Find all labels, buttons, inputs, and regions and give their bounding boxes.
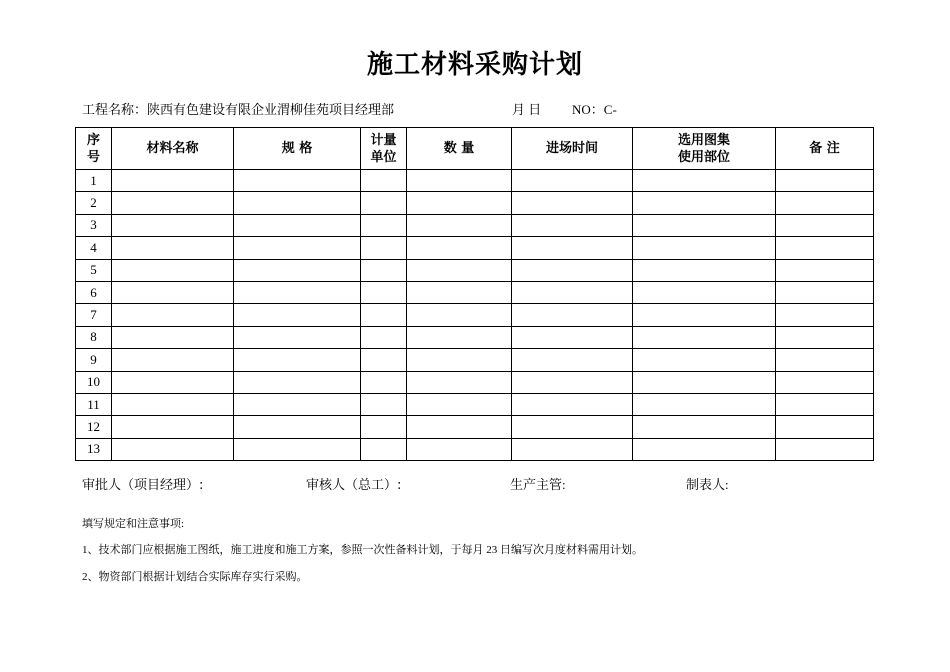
- table-cell[interactable]: [633, 259, 776, 281]
- table-cell[interactable]: [633, 416, 776, 438]
- table-cell[interactable]: [112, 192, 234, 214]
- row-index-cell: 7: [76, 304, 112, 326]
- table-cell[interactable]: [361, 416, 407, 438]
- table-cell[interactable]: [234, 237, 361, 259]
- table-cell[interactable]: [361, 192, 407, 214]
- table-cell[interactable]: [776, 371, 874, 393]
- table-cell[interactable]: [512, 371, 633, 393]
- purchase-plan-table: [75, 127, 874, 461]
- table-cell[interactable]: [407, 170, 512, 192]
- table-cell[interactable]: [234, 416, 361, 438]
- notes-heading: 填写规定和注意事项:: [82, 518, 185, 530]
- col-header-spec: 规 格: [234, 128, 361, 170]
- table-cell[interactable]: [776, 393, 874, 415]
- table-cell[interactable]: [361, 326, 407, 348]
- note-item: 2、物资部门根据计划结合实际库存实行采购。: [82, 571, 308, 583]
- table-cell[interactable]: [633, 393, 776, 415]
- row-index-cell: 4: [76, 237, 112, 259]
- table-cell[interactable]: [512, 438, 633, 460]
- table-cell[interactable]: [512, 281, 633, 303]
- col-header-unit: 计量 单位: [361, 128, 407, 170]
- table-cell[interactable]: [633, 304, 776, 326]
- table-cell[interactable]: [633, 170, 776, 192]
- table-cell[interactable]: [512, 416, 633, 438]
- table-cell[interactable]: [407, 438, 512, 460]
- approver-label: 审批人（项目经理）:: [82, 478, 204, 493]
- table-cell[interactable]: [776, 259, 874, 281]
- note-item: 1、技术部门应根据施工图纸，施工进度和施工方案，参照一次性备料计划，于每月 23 日编写次月度材料需用计划。: [82, 544, 643, 556]
- col-header-arrival-time: 进场时间: [512, 128, 633, 170]
- table-cell[interactable]: [407, 259, 512, 281]
- table-cell[interactable]: [776, 438, 874, 460]
- row-index-cell: 3: [76, 214, 112, 236]
- document-number: NO：C-: [572, 102, 617, 117]
- table-row: [76, 259, 874, 281]
- table-cell[interactable]: [361, 237, 407, 259]
- table-cell[interactable]: [234, 281, 361, 303]
- table-cell[interactable]: [407, 393, 512, 415]
- table-cell[interactable]: [633, 237, 776, 259]
- table-cell[interactable]: [407, 416, 512, 438]
- table-cell[interactable]: [234, 170, 361, 192]
- table-cell[interactable]: [361, 349, 407, 371]
- table-cell[interactable]: [633, 281, 776, 303]
- table-cell[interactable]: [361, 259, 407, 281]
- row-index-cell: 11: [76, 393, 112, 415]
- table-cell[interactable]: [234, 304, 361, 326]
- table-cell[interactable]: [112, 281, 234, 303]
- table-cell[interactable]: [512, 349, 633, 371]
- header-row: [76, 128, 874, 170]
- table-cell[interactable]: [633, 326, 776, 348]
- table-cell[interactable]: [407, 192, 512, 214]
- table-cell[interactable]: [407, 326, 512, 348]
- table-cell[interactable]: [407, 371, 512, 393]
- table-cell[interactable]: [361, 438, 407, 460]
- table-cell[interactable]: [361, 214, 407, 236]
- table-cell[interactable]: [633, 371, 776, 393]
- date-field: 月 日: [512, 102, 542, 117]
- table-cell[interactable]: [512, 304, 633, 326]
- table-cell[interactable]: [234, 349, 361, 371]
- row-index-cell: 12: [76, 416, 112, 438]
- document-title: 施工材料采购计划: [366, 50, 583, 80]
- table-cell[interactable]: [407, 304, 512, 326]
- table-cell[interactable]: [776, 237, 874, 259]
- table-cell[interactable]: [112, 349, 234, 371]
- table-row: [76, 438, 874, 460]
- col-header-drawing-location: 选用图集 使用部位: [633, 128, 776, 170]
- col-header-quantity: 数 量: [407, 128, 512, 170]
- table-row: [76, 192, 874, 214]
- table-cell[interactable]: [633, 349, 776, 371]
- table-cell[interactable]: [776, 416, 874, 438]
- col-header-index: 序 号: [76, 128, 112, 170]
- table-cell[interactable]: [234, 326, 361, 348]
- table-cell[interactable]: [776, 214, 874, 236]
- table-row: [76, 371, 874, 393]
- table-cell[interactable]: [512, 214, 633, 236]
- table-cell[interactable]: [633, 192, 776, 214]
- table-cell[interactable]: [361, 281, 407, 303]
- row-index-cell: 5: [76, 259, 112, 281]
- table-cell[interactable]: [776, 170, 874, 192]
- table-cell[interactable]: [112, 371, 234, 393]
- table-cell[interactable]: [112, 416, 234, 438]
- reviewer-label: 审核人（总工）:: [306, 478, 402, 493]
- table-cell[interactable]: [112, 438, 234, 460]
- table-cell[interactable]: [112, 259, 234, 281]
- table-cell[interactable]: [512, 192, 633, 214]
- table-row: [76, 393, 874, 415]
- col-header-material: 材料名称: [112, 128, 234, 170]
- table-cell[interactable]: [512, 237, 633, 259]
- table-row: [76, 416, 874, 438]
- row-index-cell: 2: [76, 192, 112, 214]
- row-index-cell: 8: [76, 326, 112, 348]
- production-manager-label: 生产主管:: [510, 477, 566, 492]
- row-index-cell: 6: [76, 281, 112, 303]
- table-cell[interactable]: [407, 214, 512, 236]
- table-cell[interactable]: [776, 192, 874, 214]
- col-header-remarks: 备 注: [776, 128, 874, 170]
- table-cell[interactable]: [234, 192, 361, 214]
- table-row: [76, 349, 874, 371]
- table-cell[interactable]: [776, 281, 874, 303]
- table-cell[interactable]: [112, 326, 234, 348]
- table-cell[interactable]: [112, 393, 234, 415]
- table-cell[interactable]: [361, 393, 407, 415]
- table-row: [76, 170, 874, 192]
- row-index-cell: 13: [76, 438, 112, 460]
- table-cell[interactable]: [776, 304, 874, 326]
- table-cell[interactable]: [407, 237, 512, 259]
- table-cell[interactable]: [112, 170, 234, 192]
- table-cell[interactable]: [512, 259, 633, 281]
- table-row: [76, 281, 874, 303]
- project-name: 工程名称：陕西有色建设有限企业渭柳佳苑项目经理部: [82, 102, 395, 117]
- table-cell[interactable]: [112, 214, 234, 236]
- table-row: [76, 304, 874, 326]
- table-cell[interactable]: [234, 393, 361, 415]
- row-index-cell: 10: [76, 371, 112, 393]
- table-row: [76, 237, 874, 259]
- table-cell[interactable]: [633, 214, 776, 236]
- table-cell[interactable]: [776, 326, 874, 348]
- table-cell[interactable]: [633, 438, 776, 460]
- table-cell[interactable]: [234, 371, 361, 393]
- table-cell[interactable]: [407, 281, 512, 303]
- preparer-label: 制表人:: [686, 477, 729, 492]
- table-cell[interactable]: [407, 349, 512, 371]
- table-cell[interactable]: [512, 326, 633, 348]
- row-index-cell: 9: [76, 349, 112, 371]
- table-cell[interactable]: [234, 214, 361, 236]
- table-cell[interactable]: [234, 438, 361, 460]
- table-row: [76, 214, 874, 236]
- row-index-cell: 1: [76, 170, 112, 192]
- table-cell[interactable]: [234, 259, 361, 281]
- table-cell[interactable]: [361, 170, 407, 192]
- table-cell[interactable]: [112, 237, 234, 259]
- table-cell[interactable]: [361, 371, 407, 393]
- table-cell[interactable]: [776, 349, 874, 371]
- table-cell[interactable]: [512, 170, 633, 192]
- table-row: [76, 326, 874, 348]
- table-cell[interactable]: [112, 304, 234, 326]
- table-cell[interactable]: [361, 304, 407, 326]
- table-cell[interactable]: [512, 393, 633, 415]
